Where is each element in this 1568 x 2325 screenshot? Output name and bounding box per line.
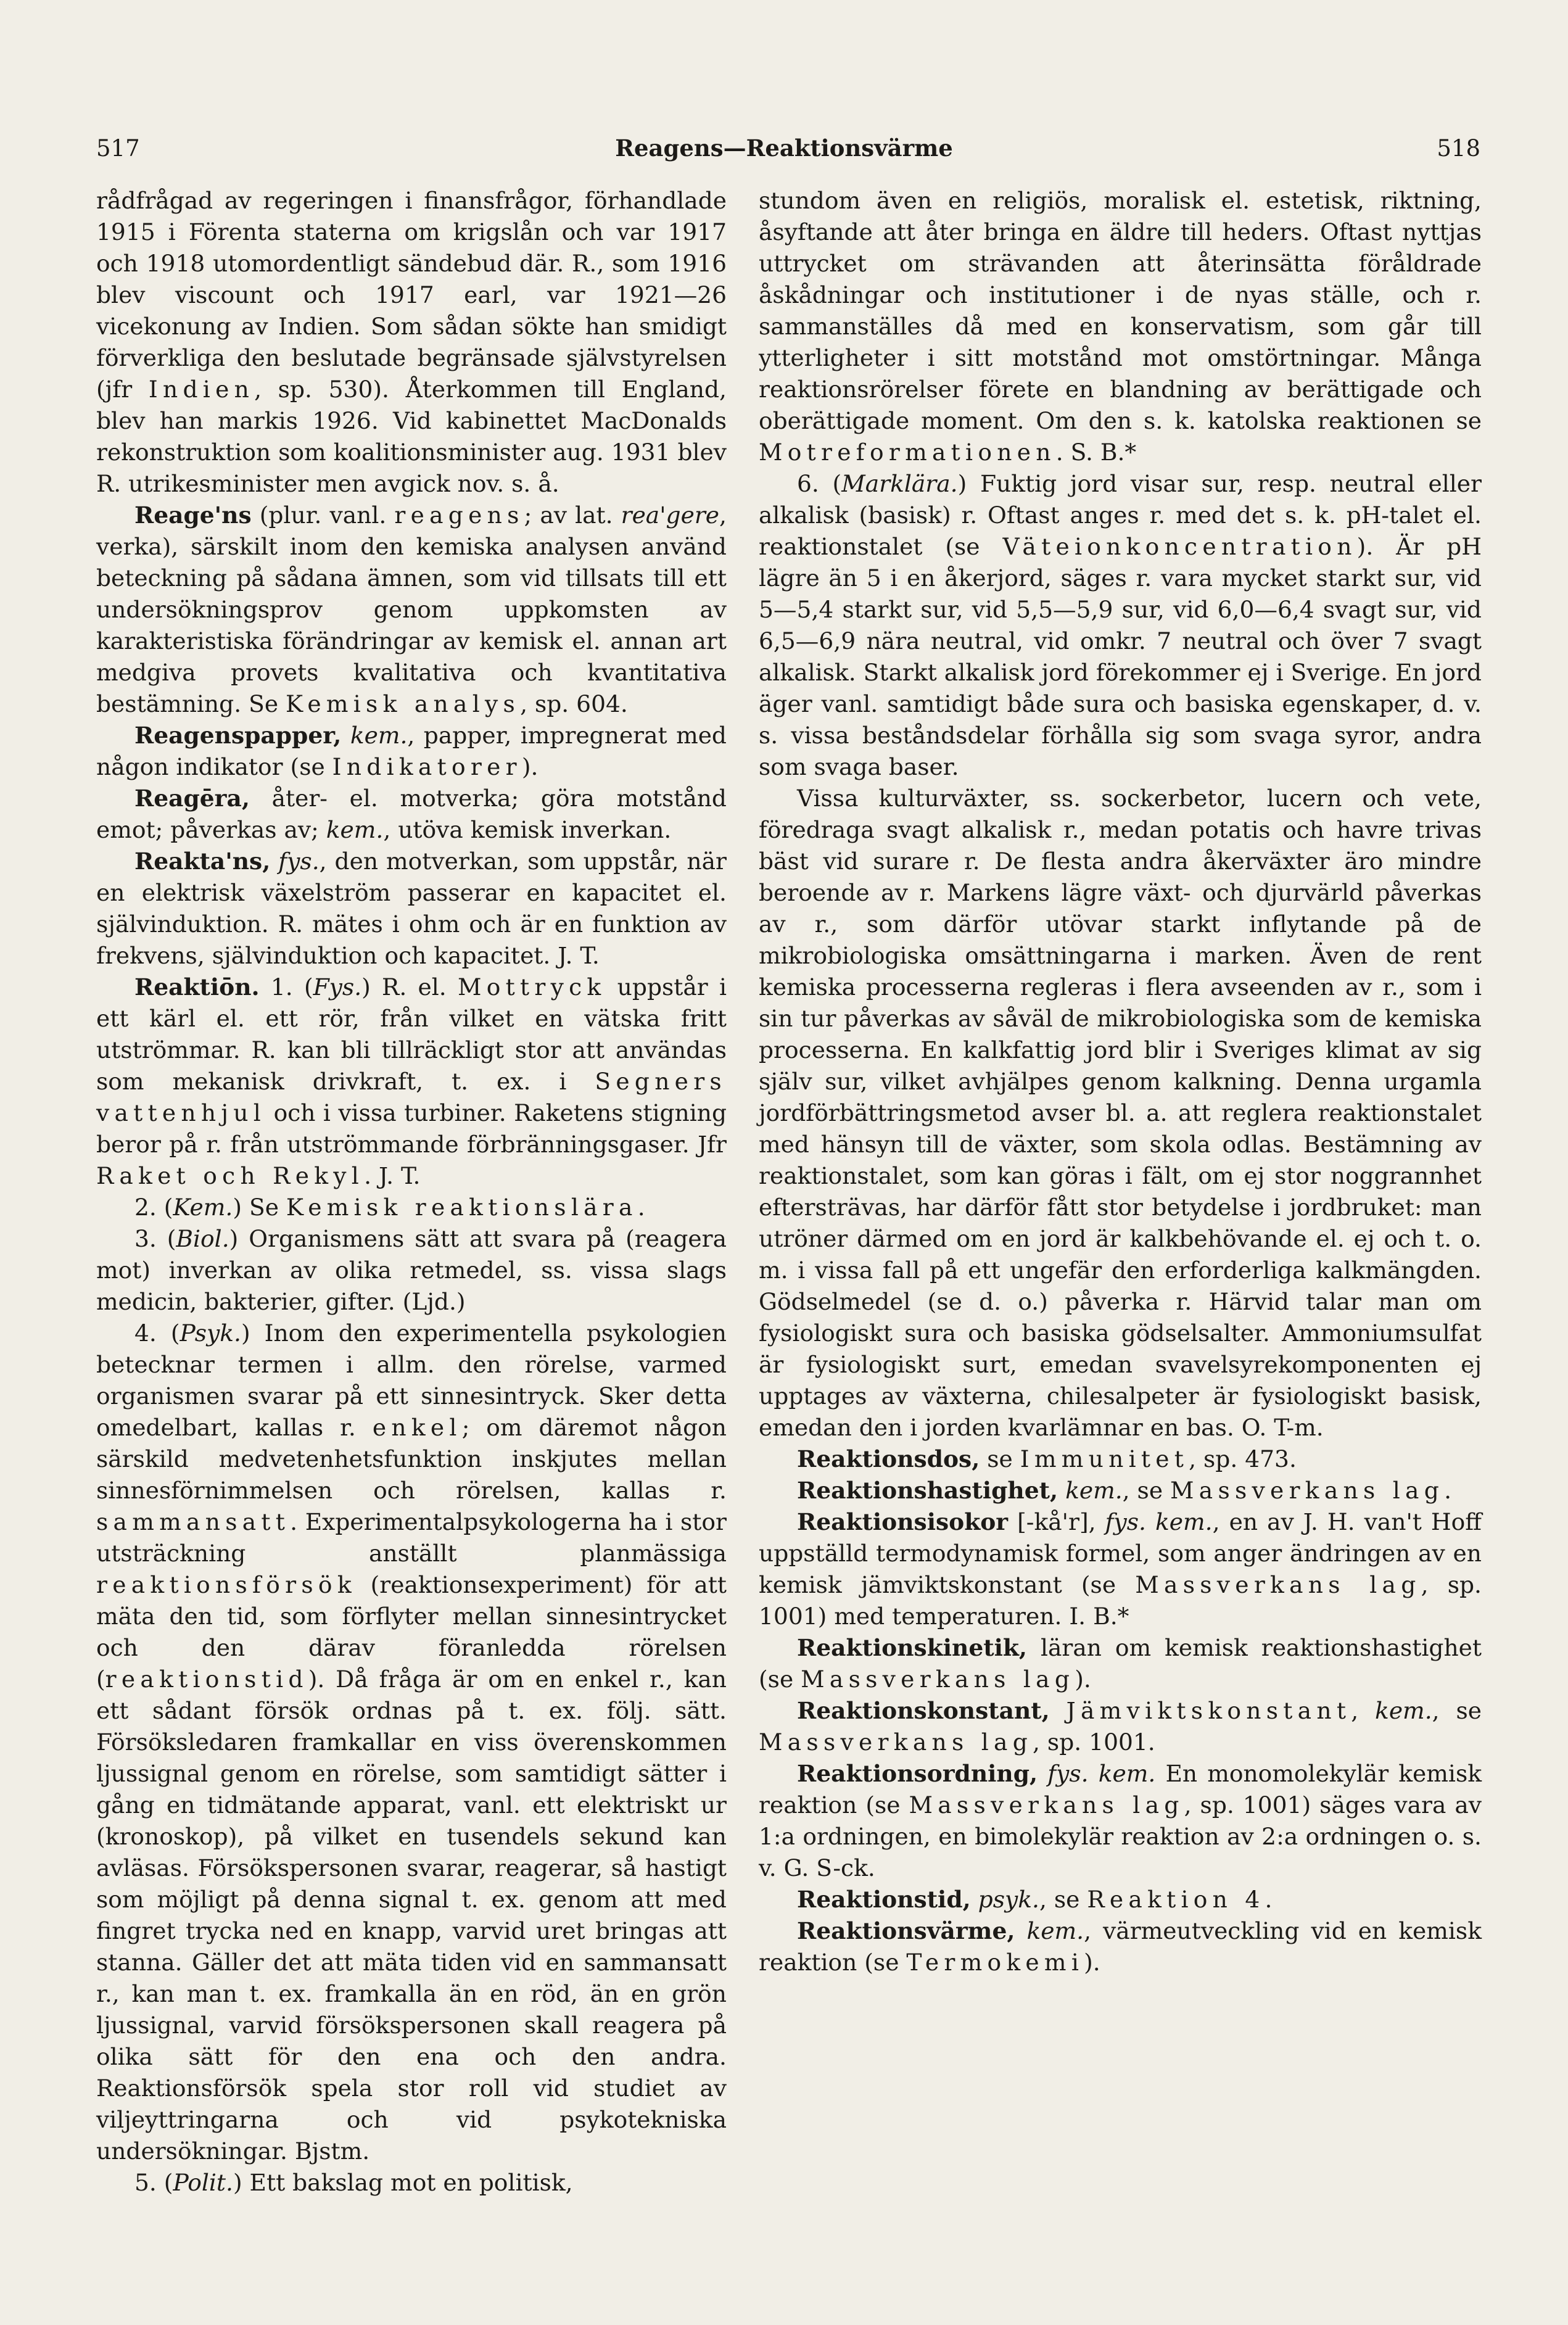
- entry-headword: Reakta'ns,: [134, 848, 271, 875]
- entry-text: , se: [1122, 1477, 1171, 1504]
- entry-text: [971, 1886, 978, 1913]
- dictionary-entry: [759, 1443, 1482, 1475]
- page-number-left: 517: [96, 135, 140, 162]
- subject-label: kem.: [1065, 1477, 1123, 1504]
- entry-text: . S. B.*: [1055, 439, 1137, 466]
- entry-paragraph: [96, 185, 727, 500]
- entry-text: ) Fuktig jord visar sur, resp. neutral eller alkalisk (basisk) r. Oftast anges r. med det s. k. pH-talet el. reaktionstalet (se: [759, 470, 1482, 560]
- entry-text: stundom även en religiös, moralisk el. estetisk, riktning, åsyftande att åter bringa en äldre till heders. Oftast nyttjas uttrycket om strävanden att återinsätta föråldrade åskådningar och institutioner i de nyas ställe, och r. sammanställes då med en konservatism, som går till ytterligheter i sitt motstånd mot omstörtningar. Många reaktionsrörelser förete en blandning av berättigade och oberättigade moment. Om den s. k. katolska reaktionen se: [759, 187, 1482, 434]
- entry-text: ) Ett bakslag mot en politisk,: [233, 2169, 573, 2196]
- entry-headword: Reaktionstid,: [797, 1886, 971, 1913]
- entry-text: ).: [1084, 1949, 1100, 1976]
- entry-text: ,: [1351, 1697, 1376, 1724]
- subject-label: Kem.: [173, 1194, 233, 1221]
- cross-reference: reagens: [394, 502, 524, 529]
- entry-text: , sp. 530). Återkommen till England, blev han markis 1926. Vid kabinettet MacDonalds rekonstruktion som koalitionsminister aug. 1931 blev R. utrikesminister men avgick nov. s. å.: [96, 376, 727, 497]
- entry-text: [270, 848, 278, 875]
- cross-reference: Massverkans lag: [801, 1666, 1075, 1693]
- entry-text: se: [980, 1445, 1020, 1472]
- entry-text: ) R. el.: [361, 973, 458, 1001]
- subject-label: Fys.: [313, 973, 362, 1001]
- dictionary-entry: [759, 1695, 1482, 1758]
- cross-reference: reaktionstid: [105, 1666, 308, 1693]
- entry-headword: Reaktionskonstant,: [797, 1697, 1050, 1724]
- entry-text: (plur. vanl.: [251, 502, 395, 529]
- entry-paragraph: [96, 2167, 727, 2199]
- entry-text: [1038, 1760, 1047, 1787]
- entry-text: åter- el. motverka; göra motstånd emot; påverkas av;: [96, 785, 727, 843]
- entry-text: ) Organismens sätt att svara på (reagera mot) inverkan av olika retmedel, ss. vissa slags medicin, bakterier, gifter. (Ljd.): [96, 1225, 727, 1315]
- entry-paragraph: [96, 1192, 727, 1223]
- entry-text: Vissa kulturväxter, ss. sockerbetor, lucern och vete, föredraga svagt alkalisk r., medan potatis och havre trivas bäst vid surare r. De flesta andra åkerväxter äro mindre beroende av r. Markens lägre växt- och djurvärld påverkas av r., som därför utövar starkt inflytande på de mikrobiologiska omsättningarna i marken. Även de rent kemiska processerna regleras i flera avseenden av r., som i sin tur påverkas av såväl de mikrobiologiska som de kemiska processerna. En kalkfattig jord blir i Sveriges klimat av sig själv sur, vilket avhjälpes genom kalkning. Denna urgamla jordförbättringsmetod avser bl. a. att reglera reaktionstalet med hänsyn till de växter, som skola odlas. Bestämning av reaktionstalet, som kan göras i fält, om ej stor noggrannhet eftersträvas, har därför fått stor betydelse i jordbruket: man utröner därmed om en jord är kalkbehövande el. ej och t. o. m. i vissa fall på ett ungefär den erforderliga kalkmängden. Gödselmedel (se d. o.) påverka r. Härvid talar man om fysiologiskt sura och basiska gödselsalter. Ammoniumsulfat är fysiologiskt surt, emedan svavelsyrekomponenten ej upptages av växterna, chilesalpeter är fysiologiskt basisk, emedan den i jorden kvarlämnar en bas. O. T-m.: [759, 785, 1482, 1441]
- entry-text: 5. (: [134, 2169, 173, 2196]
- subject-label: kem.: [1026, 1917, 1084, 1944]
- entry-text: , se: [1432, 1697, 1482, 1724]
- entry-text: och i vissa turbiner. Raketens stigning beror på r. från utströmmande förbränningsgaser. Jfr: [96, 1099, 727, 1158]
- entry-text: 6. (: [797, 470, 842, 497]
- cross-reference: Massverkans lag: [1135, 1571, 1421, 1598]
- cross-reference: Termokemi: [906, 1949, 1084, 1976]
- entry-text: , sp. 604.: [520, 690, 628, 717]
- entry-headword: Reagenspapper,: [134, 722, 342, 749]
- cross-reference: Segners vattenhjul: [96, 1068, 727, 1126]
- subject-label: Polit.: [173, 2169, 233, 2196]
- entry-text: 3. (: [134, 1225, 176, 1252]
- cross-reference: Kemisk analys: [286, 690, 521, 717]
- entry-text: . J. T.: [364, 1162, 421, 1189]
- entry-text: .: [1444, 1477, 1452, 1504]
- entry-text: , den motverkan, som uppstår, när en elektrisk växelström passerar en kapacitet el. självinduktion. R. mätes i ohm och är en funktion av frekvens, självinduktion och kapacitet. J. T.: [96, 848, 727, 969]
- entry-text: , utöva kemisk inverkan.: [383, 816, 672, 843]
- entry-text: ) Inom den experimentella psykologien betecknar termen i allm. den rörelse, varmed organismen svarar på ett sinnesintryck. Sker detta omedelbart, kallas r.: [96, 1319, 727, 1441]
- cross-reference: Motreformationen: [759, 439, 1056, 466]
- cross-reference: sammansatt: [96, 1508, 291, 1535]
- subject-label: Psyk.: [179, 1319, 241, 1347]
- entry-text: 1. (: [259, 973, 313, 1001]
- cross-reference: Reaktion 4: [1087, 1886, 1265, 1913]
- subject-label: fys. kem.: [1047, 1760, 1156, 1787]
- cross-reference: Raket och Rekyl: [96, 1162, 365, 1189]
- cross-reference: Jämviktskonstant: [1066, 1697, 1351, 1724]
- left-column: [96, 185, 727, 2199]
- entry-headword: Reaktionskinetik,: [797, 1634, 1027, 1661]
- entry-paragraph: [96, 1318, 727, 2167]
- subject-label: kem.: [350, 722, 408, 749]
- cross-reference: Massverkans lag: [1170, 1477, 1445, 1504]
- entry-headword: Reaktionshastighet,: [797, 1477, 1058, 1504]
- entry-text: ). Är pH lägre än 5 i en åkerjord, säges r. vara mycket starkt sur, vid 5—5,4 starkt sur, vid 5,5—5,9 sur, vid 6,0—6,4 svagt sur, vid 6,5—6,9 nära neutral, vid omkr. 7 neutral och över 7 svagt alkalisk. Starkt alkalisk jord förekommer ej i Sverige. En jord äger vanl. samtidigt både sura och basiska egenskaper, d. v. s. vissa beståndsdelar förhålla sig som svaga syror, andra som svaga baser.: [759, 533, 1482, 780]
- entry-text: ) Se: [233, 1194, 286, 1221]
- entry-headword: Reaktionsvärme,: [797, 1917, 1015, 1944]
- cross-reference: reaktionsförsök: [96, 1571, 357, 1598]
- subject-label: kem.: [326, 816, 384, 843]
- entry-text: ).: [521, 753, 538, 780]
- dictionary-entry: [96, 500, 727, 720]
- entry-headword: Reagēra,: [134, 785, 250, 812]
- entry-paragraph: [759, 468, 1482, 783]
- dictionary-entry: [96, 783, 727, 846]
- entry-headword: Reaktiōn.: [134, 973, 260, 1001]
- entry-text: , papper, impregnerat med någon indikator (se: [96, 722, 727, 780]
- subject-label: psyk.: [978, 1886, 1039, 1913]
- entry-text: , sp. 473.: [1189, 1445, 1297, 1472]
- entry-text: uppstår i ett kärl el. ett rör, från vilket en vätska fritt utströmmar. R. kan bli tillräckligt stor att användas som mekanisk drivkraft, t. ex. i: [96, 973, 727, 1095]
- entry-paragraph: [759, 783, 1482, 1443]
- running-head: Reagens—Reaktionsvärme: [615, 134, 953, 162]
- dictionary-entry: [759, 1758, 1482, 1884]
- entry-text: , sp. 1001.: [1033, 1728, 1155, 1756]
- entry-text: 2. (: [134, 1194, 173, 1221]
- entry-text: .: [1265, 1886, 1273, 1913]
- page-number-right: 518: [1437, 135, 1480, 162]
- entry-text: [-kå'r],: [1008, 1508, 1105, 1535]
- dictionary-entry: [759, 1475, 1482, 1506]
- entry-text: En monomolekylär kemisk reaktion (se: [759, 1760, 1482, 1819]
- subject-label: fys. kem.: [1105, 1508, 1213, 1535]
- dictionary-entry: [96, 846, 727, 972]
- entry-text: [341, 722, 350, 749]
- cross-reference: Väteionkoncentration: [1002, 533, 1357, 560]
- entry-text: [1050, 1697, 1067, 1724]
- entry-text: läran om kemisk reaktionshastighet (se: [759, 1634, 1482, 1693]
- dictionary-entry: [759, 1884, 1482, 1915]
- cross-reference: enkel: [372, 1414, 462, 1441]
- entry-text: .: [637, 1194, 645, 1221]
- entry-paragraph: [759, 185, 1482, 468]
- entry-text: , en av J. H. van't Hoff uppställd termodynamisk formel, som anger ändringen av en kemisk jämviktskonstant (se: [759, 1508, 1482, 1598]
- entry-text: ; om däremot någon särskild medvetenhetsfunktion inskjutes mellan sinnesförnimmelsen och rörelsen, kallas r.: [96, 1414, 727, 1504]
- entry-headword: Reaktionsordning,: [797, 1760, 1038, 1787]
- cross-reference: Immunitet: [1020, 1445, 1189, 1472]
- entry-text: ; av lat.: [524, 502, 621, 529]
- entry-text: ).: [1075, 1666, 1091, 1693]
- entry-text: [1015, 1917, 1026, 1944]
- entry-text: , se: [1039, 1886, 1087, 1913]
- entry-text: , värmeutveckling vid en kemisk reaktion (se: [759, 1917, 1482, 1976]
- cross-reference: Massverkans lag: [759, 1728, 1033, 1756]
- entry-text: , sp. 1001) med temperaturen. I. B.*: [759, 1571, 1482, 1630]
- subject-label: Biol.: [176, 1225, 229, 1252]
- entry-text: 4. (: [134, 1319, 180, 1347]
- dictionary-entry: [759, 1632, 1482, 1695]
- entry-text: , sp. 1001) säges vara av 1:a ordningen, en bimolekylär reaktion av 2:a ordningen o. s. v. G. S-ck.: [759, 1791, 1482, 1881]
- entry-text: ). Då fråga är om en enkel r., kan ett sådant försök ordnas på t. ex. följ. sätt. Försöksledaren framkallar en viss överenskommen ljussignal genom en rörelse, som samtidigt sätter i gång en tidmätande apparat, vanl. ett elektriskt ur (kronoskop), på vilket en tusendels sekund kan avläsas. Försökspersonen svarar, reagerar, så hastigt som möjligt på denna signal t. ex. genom att med fingret trycka ned en knapp, varvid uret bringas att stanna. Gäller det att mäta tiden vid en sammansatt r., kan man t. ex. framkalla än en röd, än en grön ljussignal, varvid försökspersonen skall reagera på olika sätt för den ena och den andra. Reaktionsförsök spela stor roll vid studiet av viljeyttringarna och vid psykotekniska undersökningar. Bjstm.: [96, 1666, 727, 2165]
- cross-reference: Kemisk reaktionslära: [286, 1194, 638, 1221]
- entry-text: [1058, 1477, 1065, 1504]
- cross-reference: Indikatorer: [332, 753, 522, 780]
- dictionary-entry: [96, 720, 727, 783]
- dictionary-entry: [759, 1915, 1482, 1978]
- entry-text: , verka), särskilt inom den kemiska analysen använd beteckning på sådana ämnen, som vid tillsats till ett undersökningsprov genom uppkomsten av karakteristiska förändringar av kemisk el. annan art medgiva provets kvalitativa och kvantitativa bestämning. Se: [96, 502, 727, 717]
- subject-label: Marklära.: [841, 470, 958, 497]
- dictionary-entry: [96, 972, 727, 1192]
- entry-headword: Reaktionsisokor: [797, 1508, 1009, 1535]
- cross-reference: Mottryck: [457, 973, 606, 1001]
- dictionary-entry: [759, 1506, 1482, 1632]
- entry-paragraph: [96, 1223, 727, 1318]
- subject-label: fys.: [278, 848, 320, 875]
- right-column: [759, 185, 1482, 1978]
- entry-text: rådfrågad av regeringen i finansfrågor, förhandlade 1915 i Förenta staterna om krigslån och var 1917 och 1918 utomordentligt sändebud där. R., som 1916 blev viscount och 1917 earl, var 1921—26 vicekonung av Indien. Som sådan sökte han smidigt förverkliga den beslutade begränsade självstyrelsen (jfr: [96, 187, 727, 403]
- entry-text: . Experimentalpsykologerna ha i stor utsträckning anställt planmässiga: [96, 1508, 727, 1567]
- subject-label: kem.: [1375, 1697, 1432, 1724]
- entry-headword: Reage'ns: [134, 502, 252, 529]
- subject-label: rea'gere: [621, 502, 720, 529]
- entry-text: (reaktionsexperiment) för att mäta den tid, som förflyter mellan sinnesintrycket och den därav föranledda rörelsen (: [96, 1571, 727, 1693]
- cross-reference: Indien: [148, 376, 255, 403]
- cross-reference: Massverkans lag: [909, 1791, 1184, 1819]
- entry-headword: Reaktionsdos,: [797, 1445, 980, 1472]
